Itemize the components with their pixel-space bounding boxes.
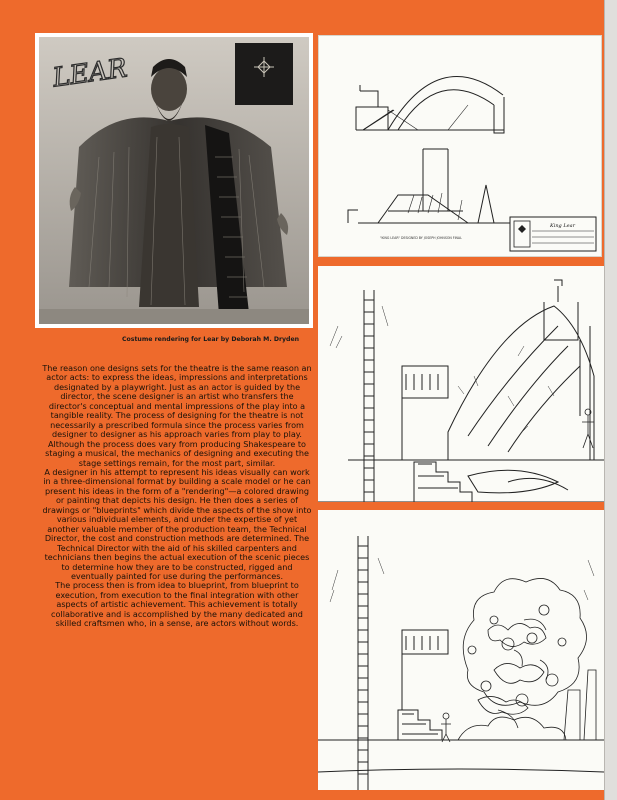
costume-rendering-photo (35, 33, 313, 328)
photo-caption: Costume rendering for Lear by Deborah M. Dryden (122, 336, 300, 343)
article-body (42, 364, 312, 629)
title-block (510, 217, 596, 251)
title-block-title: King Lear (550, 223, 575, 229)
article-paragraph-2: A designer in his attempt to represent his ideas visually can work in a three-dimensional format by building a scale model or he can present his ideas in the form of a "rendering"—a colored drawing or painting that depicts his design. He then does a series of drawings or "blueprints" which divide the aspects of the show into various individual elements, and under the expertise of yet another valuable member of the production team, the Technical Director, the cost and construction methods are determined. The Technical Director with the aid of his skilled carpenters and technicians then begins the actual execution of the scenic pieces to determine how they are to be constructed, rigged and eventually painted for use during the performances. (42, 466, 312, 581)
set-elevation-drawing (318, 35, 602, 257)
sketch-lear-label: LEAR (50, 53, 129, 94)
drawing-note: "KING LEAR" DESIGNED BY JOSEPH JOHNSON FINAL (380, 236, 462, 240)
article-paragraph-3: The process then is from idea to blueprint, from blueprint to execution, from execution to the final integration with other aspects of artistic achievement. This achievement is totally collaborative and is accomplished by the many dedicated and skilled craftsmen who, in a sense, are actors without words. (51, 580, 303, 629)
article-paragraph-1: The reason one designs sets for the theatre is the same reason an actor acts: to express the ideas, impressions and interpretations designated by a playwright. Just as an actor is guided by the director, the scene designer is an artist who transfers the director's conceptual and mental impressions of the play into a tangible reality. The process of designing for the theatre is not necessarily a prescribed formula since the process varies from designer to designer as his approach varies from play to play. Although the process does vary from producing Shakespeare to staging a musical, the mechanics of designing and executing the stage settings remain, for the most part, similar. (42, 363, 312, 468)
set-perspective-sketch (318, 266, 604, 502)
set-foliage-sketch (318, 510, 604, 790)
costume-sketch (39, 37, 309, 324)
page-edge (604, 0, 617, 800)
